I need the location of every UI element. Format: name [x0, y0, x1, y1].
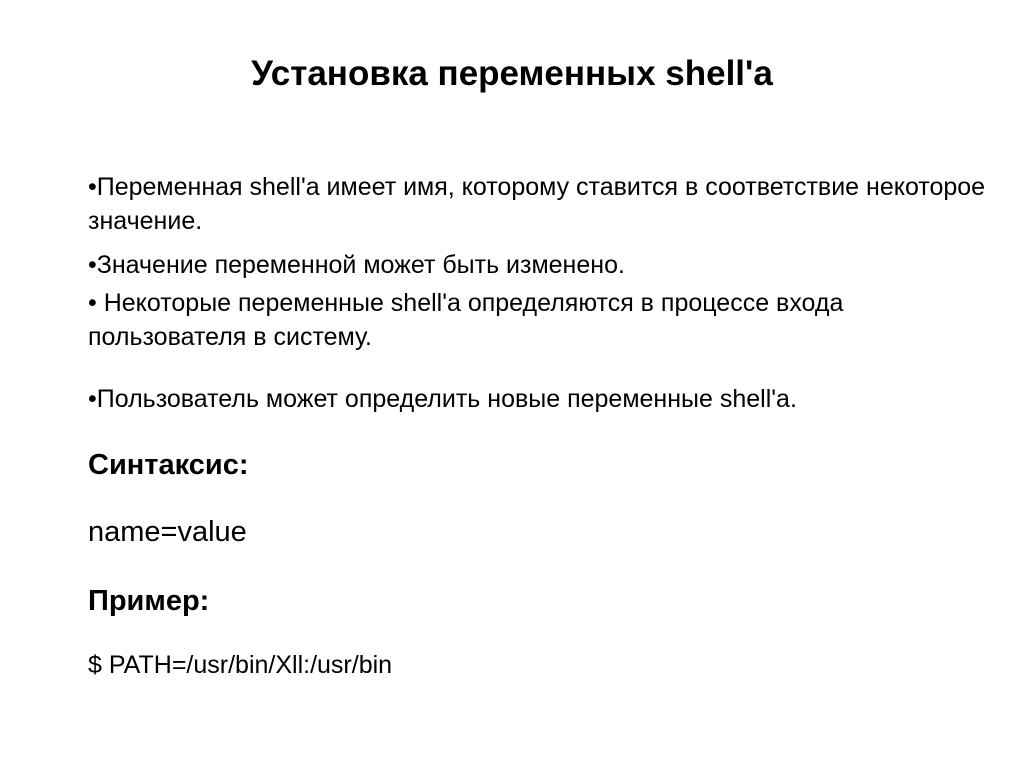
bullet-item: •Значение переменной может быть изменено.: [88, 251, 625, 279]
bullet-item: •Переменная shell'a имеет имя, которому ставится в соответствие некоторое значение.: [88, 173, 986, 235]
slide-title: Установка переменных shell'a: [251, 54, 773, 93]
syntax-heading: Синтаксис:: [88, 449, 249, 481]
bullet-item: •Пользователь может определить новые переменные shell'a.: [88, 385, 797, 413]
example-heading: Пример:: [88, 585, 210, 617]
syntax-text: name=value: [88, 516, 247, 548]
example-text: $ PATH=/usr/bin/Xll:/usr/bin: [88, 651, 393, 679]
bullet-item: • Некоторые переменные shell'a определяются в процессе входа пользователя в систему.: [88, 289, 844, 351]
